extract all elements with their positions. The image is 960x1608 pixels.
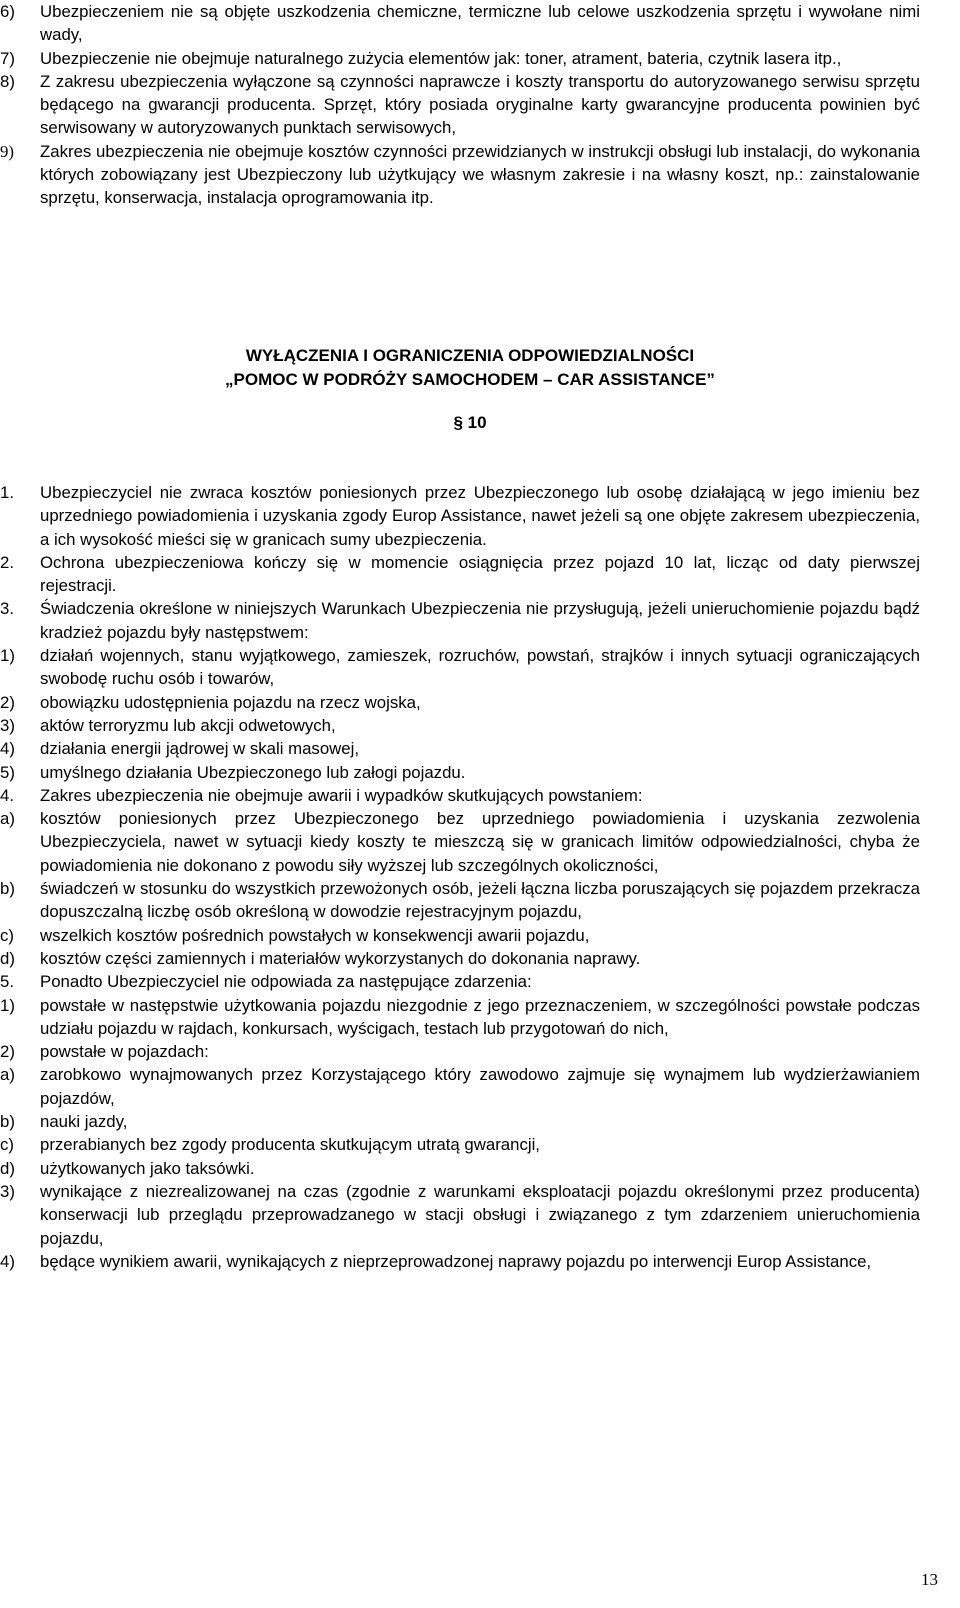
list-item	[0, 994, 940, 1041]
item-number: 9)	[0, 141, 14, 161]
list-item	[0, 761, 940, 784]
item-number: c)	[0, 925, 14, 945]
item-number: 5)	[0, 762, 15, 782]
item-text: Zakres ubezpieczenia nie obejmuje awarii i wypadków skutkujących powstaniem:	[40, 785, 643, 805]
page-number: 13	[921, 1570, 938, 1589]
list-item	[0, 970, 940, 993]
list-item	[0, 737, 940, 760]
list-item	[0, 481, 940, 551]
heading-line-2: „POMOC W PODRÓŻY SAMOCHODEM – CAR ASSISTANCE”	[225, 370, 715, 389]
list-item	[0, 1040, 940, 1063]
item-number: d)	[0, 1158, 15, 1178]
item-number: 5.	[0, 972, 14, 992]
item-number: a)	[0, 809, 15, 829]
item-text: aktów terroryzmu lub akcji odwetowych,	[40, 715, 336, 735]
item-number: 2)	[0, 692, 15, 712]
item-text: kosztów poniesionych przez Ubezpieczonego bez uprzedniego powiadomienia i uzyskania zezwolenia Ubezpieczyciela, nawet w sytuacji kiedy koszty te mieszczą się w granicach limitów odpowiedzialności, chyba że powiadomienia nie dokonano z powodu siły wyższej lub szczególnych okoliczności,	[40, 809, 920, 875]
item-text: zarobkowo wynajmowanych przez Korzystającego który zawodowo zajmuje się wynajmem lub wydzierżawianiem pojazdów,	[40, 1065, 920, 1108]
item-number: d)	[0, 948, 15, 968]
item-text: Ubezpieczyciel nie zwraca kosztów poniesionych przez Ubezpieczonego lub osobę działającą w jego imieniu bez uprzedniego powiadomienia i uzyskania zgody Europ Assistance, nawet jeżeli są one objęte zakresem ubezpieczenia, a ich wysokość mieści się w granicach sumy ubezpieczenia.	[40, 483, 920, 549]
item-number: 4.	[0, 785, 14, 805]
item-number: c)	[0, 1135, 14, 1155]
item-number: 1)	[0, 995, 15, 1015]
item-text: działań wojennych, stanu wyjątkowego, zamieszek, rozruchów, powstań, strajków i innych sytuacji ograniczających swobodę ruchu osób i towarów,	[40, 646, 920, 689]
item-number: 1)	[0, 646, 15, 666]
item-number: b)	[0, 1112, 15, 1132]
item-number: 7)	[0, 48, 15, 68]
list-item	[0, 1250, 940, 1273]
heading-line-1: WYŁĄCZENIA I OGRANICZENIA ODPOWIEDZIALNOŚCI	[245, 346, 695, 365]
list-item	[0, 597, 940, 644]
item-text: Świadczenia określone w niniejszych Warunkach Ubezpieczenia nie przysługują, jeżeli unieruchomienie pojazdu bądź kradzież pojazdu były następstwem:	[40, 599, 920, 642]
list-item	[0, 1063, 940, 1110]
list-item	[0, 140, 940, 210]
item-text: kosztów części zamiennych i materiałów wykorzystanych do dokonania naprawy.	[40, 948, 641, 968]
item-number: a)	[0, 1065, 15, 1085]
item-text: nauki jazdy,	[40, 1112, 128, 1132]
item-number: 4)	[0, 739, 15, 759]
list-item	[0, 1157, 940, 1180]
list-item	[0, 784, 940, 807]
item-text: wynikające z niezrealizowanej na czas (zgodnie z warunkami eksploatacji pojazdu określonymi przez producenta) konserwacji lub przeglądu przeprowadzanego w stacji obsługi i związanego z tym zdarzeniem unieruchomienia pojazdu,	[40, 1181, 920, 1248]
body-list	[0, 481, 940, 1273]
list-item	[0, 644, 940, 691]
list-item	[0, 924, 940, 947]
list-item	[0, 1133, 940, 1156]
section-number: § 10	[453, 413, 487, 432]
list-item	[0, 947, 940, 970]
item-text: umyślnego działania Ubezpieczonego lub załogi pojazdu.	[40, 762, 466, 782]
item-text: Z zakresu ubezpieczenia wyłączone są czynności naprawcze i koszty transportu do autoryzowanego serwisu sprzętu będącego na gwarancji producenta. Sprzęt, który posiada oryginalne karty gwarancyjne producenta powinien być serwisowany w autoryzowanych punktach serwisowych,	[40, 71, 920, 138]
top-list	[0, 0, 940, 210]
item-text: obowiązku udostępnienia pojazdu na rzecz wojska,	[40, 692, 421, 712]
item-text: Ochrona ubezpieczeniowa kończy się w momencie osiągnięcia przez pojazd 10 lat, licząc od daty pierwszej rejestracji.	[40, 552, 920, 596]
section-heading	[0, 344, 940, 435]
list-item	[0, 691, 940, 714]
item-number: 8)	[0, 71, 15, 91]
item-number: 3)	[0, 1181, 15, 1201]
list-item	[0, 714, 940, 737]
item-number: 1.	[0, 483, 14, 502]
item-text: będące wynikiem awarii, wynikających z nieprzeprowadzonej naprawy pojazdu po interwencji Europ Assistance,	[40, 1251, 872, 1271]
item-text: działania energii jądrowej w skali masowej,	[40, 739, 359, 759]
item-text: Ponadto Ubezpieczyciel nie odpowiada za następujące zdarzenia:	[40, 972, 532, 992]
list-item	[0, 551, 940, 598]
item-text: świadczeń w stosunku do wszystkich przewożonych osób, jeżeli łączna liczba poruszających się pojazdem przekracza dopuszczalną liczbę osób określoną w dowodzie rejestracyjnym pojazdu,	[40, 879, 920, 922]
item-text: przerabianych bez zgody producenta skutkującym utratą gwarancji,	[40, 1135, 540, 1155]
item-number: 4)	[0, 1251, 15, 1271]
list-item	[0, 877, 940, 924]
item-number: 6)	[0, 2, 15, 21]
list-item	[0, 1110, 940, 1133]
item-text: Ubezpieczeniem nie są objęte uszkodzenia chemiczne, termiczne lub celowe uszkodzenia sprzętu i wywołane nimi wady,	[40, 2, 920, 45]
item-number: 3)	[0, 715, 15, 735]
item-number: 2.	[0, 552, 14, 572]
item-text: powstałe w pojazdach:	[40, 1042, 209, 1062]
item-text: wszelkich kosztów pośrednich powstałych w konsekwencji awarii pojazdu,	[40, 925, 590, 945]
item-number: 2)	[0, 1042, 15, 1062]
list-item	[0, 47, 940, 70]
item-number: 3.	[0, 599, 14, 619]
item-text: Ubezpieczenie nie obejmuje naturalnego zużycia elementów jak: toner, atrament, bateria, czytnik lasera itp.,	[40, 48, 842, 68]
list-item	[0, 0, 940, 47]
item-number: b)	[0, 879, 15, 899]
item-text: powstałe w następstwie użytkowania pojazdu niezgodnie z jego przeznaczeniem, w szczególności powstałe podczas udziału pojazdu w rajdach, konkursach, wyścigach, testach lub przygotowań do nich,	[40, 995, 920, 1038]
item-text: użytkowanych jako taksówki.	[40, 1158, 255, 1178]
list-item	[0, 1180, 940, 1250]
list-item	[0, 807, 940, 877]
list-item	[0, 70, 940, 140]
item-text: Zakres ubezpieczenia nie obejmuje kosztów czynności przewidzianych w instrukcji obsługi lub instalacji, do wykonania których zobowiązany jest Ubezpieczony lub użytkujący we własnym zakresie i na własny koszt, np.: zainstalowanie sprzętu, konserwacja, instalacja oprogramowania itp.	[40, 141, 920, 208]
